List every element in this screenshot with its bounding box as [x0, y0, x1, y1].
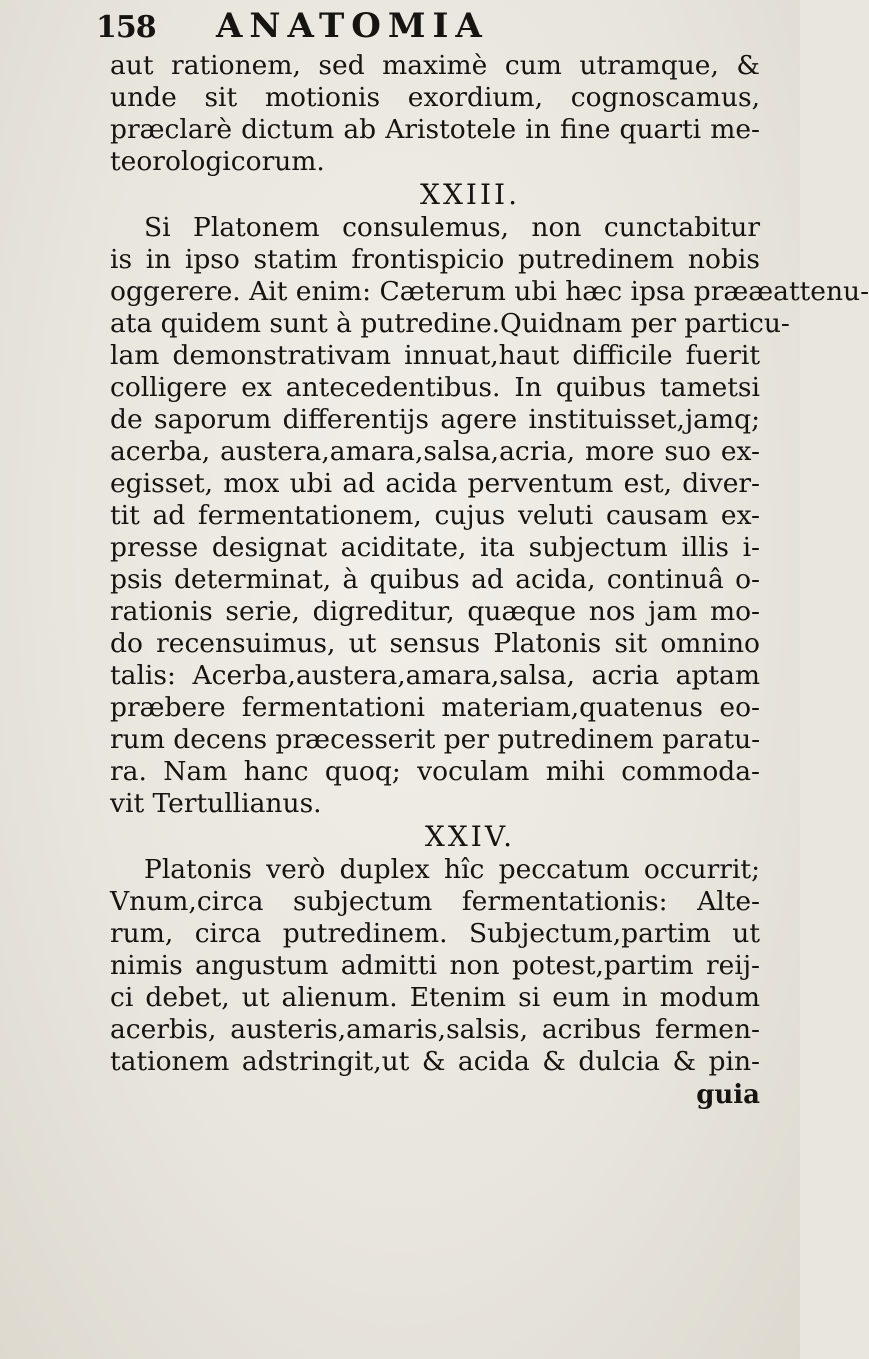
text-block: [110, 50, 869, 1078]
text-line: de saporum differentijs agere instituisset,jamq;: [110, 404, 760, 435]
text-line: vit Tertullianus.: [110, 788, 322, 819]
paragraph-xxiii: [110, 212, 869, 820]
text-line: Platonis verò duplex hîc peccatum occurrit;: [144, 854, 760, 885]
text-line: teorologicorum.: [110, 146, 325, 177]
text-line: presse designat aciditate, ita subjectum illis i-: [110, 532, 760, 563]
text-line: colligere ex antecedentibus. In quibus tametsi: [110, 372, 760, 403]
text-line: lam demonstrativam innuat,haut difficile fuerit: [110, 340, 760, 371]
text-line: acerba, austera,amara,salsa,acria, more suo ex-: [110, 436, 760, 467]
section-heading-xxiii: XXIII.: [420, 178, 520, 211]
text-line: præclarè dictum ab Aristotele in fine quarti me-: [110, 114, 760, 145]
paragraph-intro: [110, 50, 760, 178]
text-line: Si Platonem consulemus, non cunctabitur: [144, 212, 760, 243]
text-line: oggerere. Ait enim: Cæterum ubi hæc ipsa prææattenu-: [110, 276, 869, 307]
text-line: Vnum,circa subjectum fermentationis: Alte-: [110, 886, 760, 917]
catchword: guia: [696, 1080, 760, 1110]
text-line: tationem adstringit,ut & acida & dulcia & pin-: [110, 1046, 760, 1077]
text-line: ata quidem sunt à putredine.Quidnam per particu-: [110, 308, 790, 339]
text-line: ci debet, ut alienum. Etenim si eum in modum: [110, 982, 760, 1013]
text-line: aut rationem, sed maximè cum utramque, &: [110, 50, 760, 81]
paragraph-xxiv: [110, 854, 760, 1078]
text-line: rum decens præcesserit per putredinem paratu-: [110, 724, 761, 755]
text-line: ra. Nam hanc quoq; voculam mihi commoda-: [110, 756, 760, 787]
text-line: acerbis, austeris,amaris,salsis, acribus fermen-: [110, 1014, 760, 1045]
text-line: præbere fermentationi materiam,quatenus eo-: [110, 692, 760, 723]
text-line: psis determinat, à quibus ad acida, continuâ o-: [110, 564, 760, 595]
text-line: unde sit motionis exordium, cognoscamus,: [110, 82, 760, 113]
running-head: ANATOMIA: [216, 6, 489, 46]
section-heading-xxiv: XXIV.: [424, 820, 516, 853]
text-line: rationis serie, digreditur, quæque nos jam mo-: [110, 596, 760, 627]
text-line: nimis angustum admitti non potest,partim reij-: [110, 950, 760, 981]
page-number: 158: [96, 10, 156, 45]
text-line: is in ipso statim frontispicio putredinem nobis: [110, 244, 760, 275]
text-line: talis: Acerba,austera,amara,salsa, acria aptam: [110, 660, 760, 691]
text-line: rum, circa putredinem. Subjectum,partim ut: [110, 918, 760, 949]
page-header: [96, 6, 776, 46]
text-line: egisset, mox ubi ad acida perventum est, diver-: [110, 468, 760, 499]
text-line: do recensuimus, ut sensus Platonis sit omnino: [110, 628, 760, 659]
text-line: tit ad fermentationem, cujus veluti causam ex-: [110, 500, 760, 531]
